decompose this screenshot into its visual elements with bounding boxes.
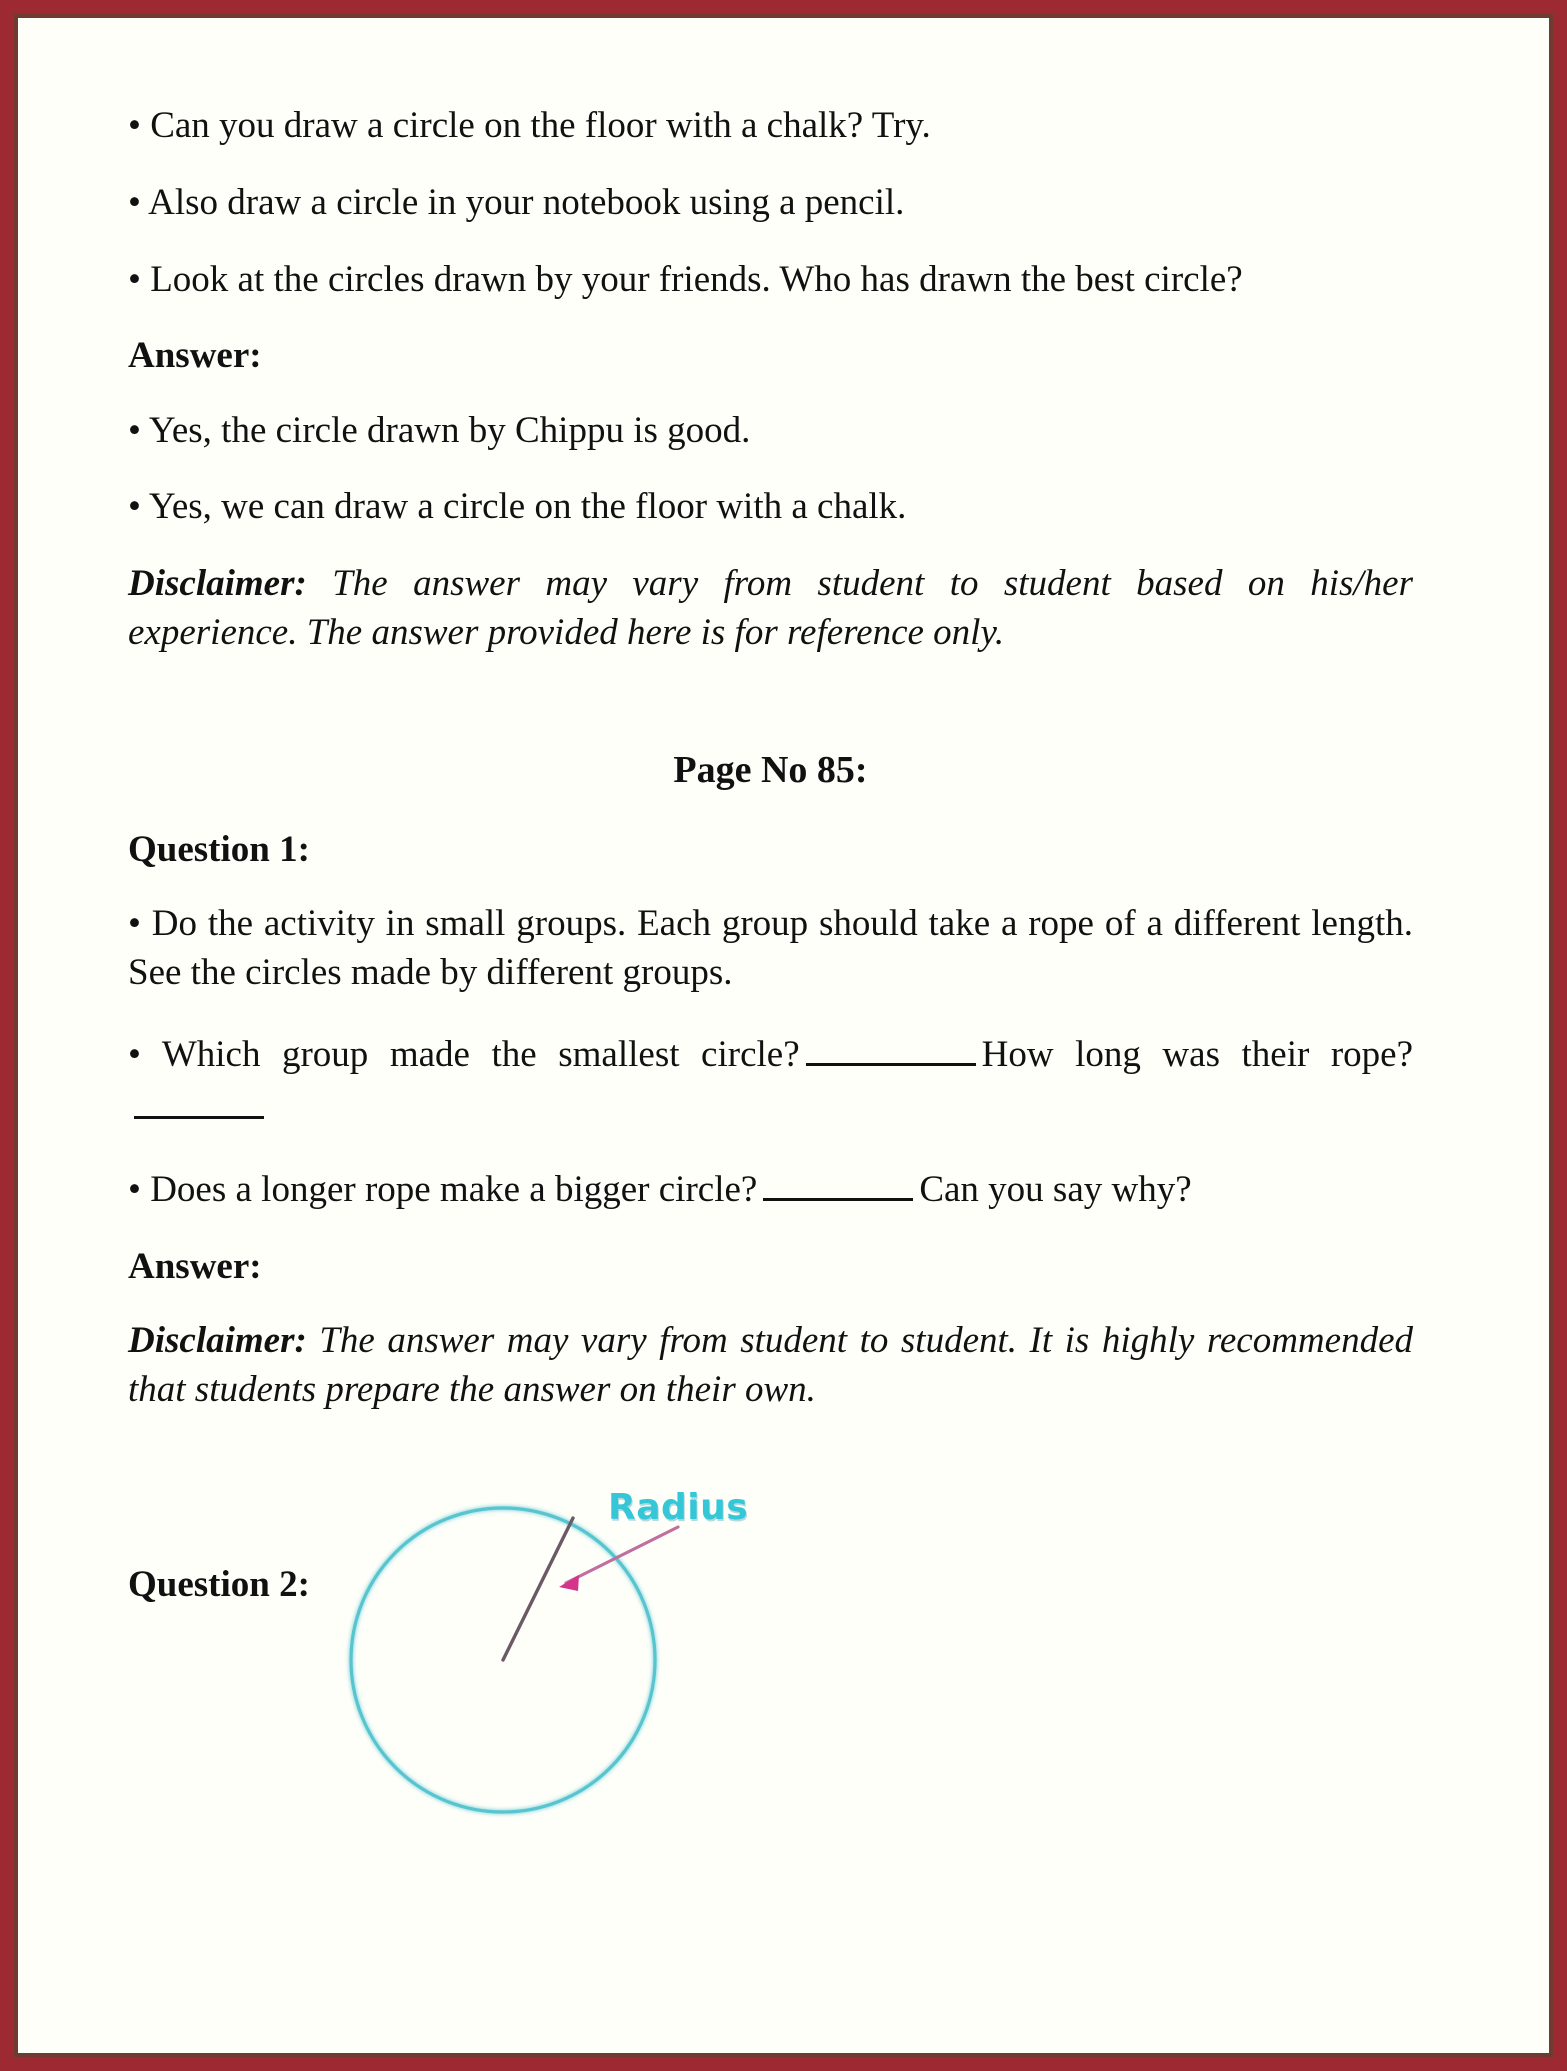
question-2-heading: Question 2: <box>128 1563 310 1605</box>
q1-smallest-circle-text-a: • Which group made the smallest circle? <box>128 1033 800 1075</box>
section-spacer <box>128 686 1413 748</box>
question-2-block <box>128 1477 1413 1837</box>
bullet-draw-circle-notebook: • Also draw a circle in your notebook using a pencil. <box>128 181 905 223</box>
answer-blank-longer-rope[interactable] <box>763 1161 913 1201</box>
disclaimer-1-label: Disclaimer: <box>128 563 307 605</box>
answer-blank-rope-length[interactable] <box>134 1079 264 1119</box>
answer-bullet-chippu: • Yes, the circle drawn by Chippu is good. <box>128 409 751 451</box>
bullet-draw-circle-chalk: • Can you draw a circle on the floor with a chalk? Try. <box>128 105 931 146</box>
q1-longer-rope-text-b: Can you say why? <box>919 1169 1192 1211</box>
answer-heading-1: Answer: <box>128 335 262 377</box>
question-1-bullet-smallest-circle <box>128 1026 1413 1134</box>
q1-smallest-circle-text-b: How long was their rope? <box>981 1033 1414 1075</box>
page-paper <box>18 18 1549 2053</box>
circle-radius-figure <box>323 1465 1023 1825</box>
disclaimer-2-label: Disclaimer: <box>128 1320 307 1362</box>
content-column <box>128 102 1413 1837</box>
radius-line <box>503 1518 573 1660</box>
q1-longer-rope-text-a: • Does a longer rope make a bigger circle? <box>128 1169 758 1211</box>
disclaimer-2 <box>128 1317 1413 1415</box>
answer-blank-smallest-group[interactable] <box>806 1026 976 1066</box>
radius-pointer-arrowhead <box>559 1575 579 1591</box>
disclaimer-2-text: The answer may vary from student to student. It is highly recommended that students prepare the answer on their own. <box>128 1320 1413 1411</box>
radius-pointer-line <box>566 1527 678 1583</box>
answer-heading-2: Answer: <box>128 1246 262 1288</box>
question-1-heading: Question 1: <box>128 828 310 870</box>
question-1-bullet-activity: • Do the activity in small groups. Each group should take a rope of a different length. See the circles made by different groups. <box>128 902 1413 993</box>
disclaimer-1 <box>128 560 1413 658</box>
answer-bullet-chalk: • Yes, we can draw a circle on the floor with a chalk. <box>128 486 907 528</box>
question-1-bullet-longer-rope <box>128 1161 1413 1215</box>
disclaimer-1-text: The answer may vary from student to student based on his/her experience. The answer provided here is for reference only. <box>128 563 1413 654</box>
bullet-look-at-circles: • Look at the circles drawn by your friends. Who has drawn the best circle? <box>128 258 1243 300</box>
radius-label-text: Radius <box>608 1486 749 1528</box>
page-number-heading: Page No 85: <box>673 748 868 791</box>
